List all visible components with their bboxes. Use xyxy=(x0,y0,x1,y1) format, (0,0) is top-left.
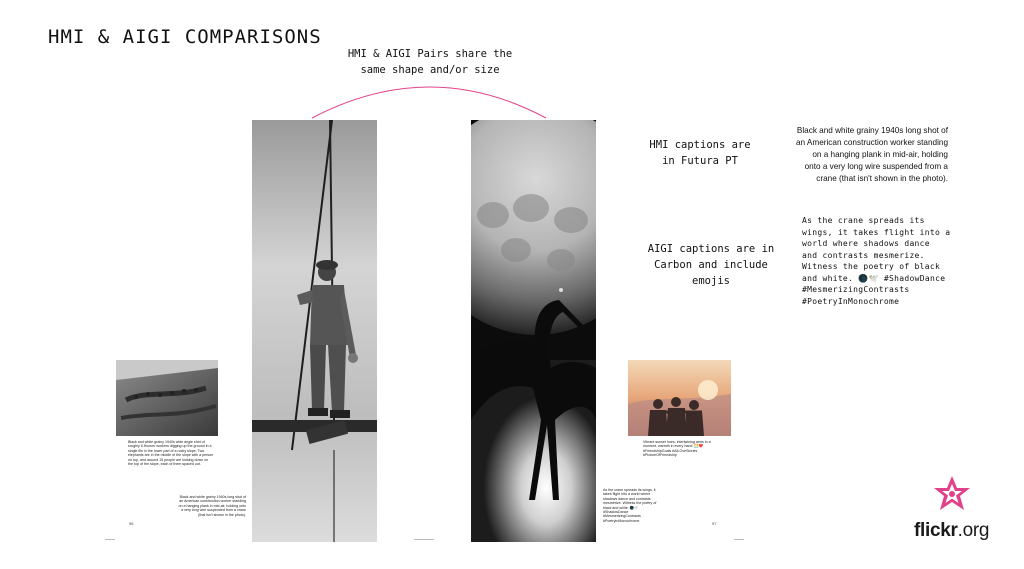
aigi-note-line-3: emojis xyxy=(692,275,730,287)
aigi-sunset-friends-photo-thumbnail xyxy=(628,360,731,436)
flickr-wordmark-name: flickr xyxy=(914,520,958,541)
aigi-sample-line-6: and white. 🌑🕊️ #ShadowDance xyxy=(802,273,946,283)
hmi-sample-line-3: on a hanging plank in mid-air, holding xyxy=(812,150,948,159)
aigi-sample-line-3: world where shadows dance xyxy=(802,239,930,248)
page-title: HMI & AIGI COMPARISONS xyxy=(48,26,322,48)
aigi-note-line-2: Carbon and include xyxy=(654,259,768,271)
aigi-spread-bottom-caption: As the crane spreads its wings, it takes flight into a world where shadows dance and contrasts mesmerize. Witness the poetry of black and white. 🌑🕊️ #ShadowDance #MesmerizingContrasts #PoetryInMonochrome xyxy=(603,488,657,523)
hmi-sample-line-1: Black and white grainy 1940s long shot of xyxy=(796,126,948,135)
hmi-sample-line-5: crane (that isn't shown in the photo). xyxy=(816,174,948,183)
hmi-spread-page-number: 96 xyxy=(129,521,134,526)
pair-note-line-1: HMI & AIGI Pairs share the xyxy=(347,48,513,60)
hmi-caption-note xyxy=(640,137,760,169)
hmi-construction-worker-photo xyxy=(252,120,377,542)
hmi-note-line-2: in Futura PT xyxy=(662,155,738,167)
spread-divider xyxy=(105,539,115,540)
pair-note-line-2: same shape and/or size xyxy=(360,64,500,76)
flickr-wordmark-tld: .org xyxy=(957,520,990,541)
aigi-spread-page-number: 97 xyxy=(712,521,717,526)
aigi-caption-note xyxy=(636,241,786,289)
aigi-sample-line-1: As the crane spreads its xyxy=(802,216,925,225)
flickr-wordmark xyxy=(914,520,989,542)
aigi-sample-line-7: #MesmerizingContrasts xyxy=(802,285,910,294)
hmi-sample-line-4: onto a very long wire suspended from a xyxy=(804,162,948,171)
aigi-note-line-1: AIGI captions are in xyxy=(647,243,775,255)
flickr-star-logo-icon xyxy=(932,474,972,514)
hmi-spread-top-caption: Black and white grainy 1940s wide angle shot of roughly 6 Hoover workers digging up the ground in a single file in the lower part of a rocky slope. Two elephants are in the middle of the slope with a person on top, and around 15 people are looking down on the top of the slope, each of them spaced out. xyxy=(128,440,214,467)
aigi-sample-line-4: and contrasts mesmerize. xyxy=(802,250,925,260)
aigi-sample-line-8: #PoetryInMonochrome xyxy=(802,296,900,306)
hmi-sample-caption xyxy=(786,125,948,185)
aigi-spread-top-caption: Vibrant sunset hues, intertwining arms in a moment, warmth in every hand. 🌅❤️ #FriendshipGoals #AILOveStories #PictureOfFriendship xyxy=(643,440,711,458)
aigi-crane-moon-photo xyxy=(471,120,596,542)
hmi-note-line-1: HMI captions are xyxy=(649,139,751,151)
hmi-workers-photo-thumbnail xyxy=(116,360,218,436)
pair-note xyxy=(340,46,520,78)
spread-divider xyxy=(734,539,744,540)
aigi-sample-line-5: Witness the poetry of black xyxy=(802,262,941,271)
spread-divider xyxy=(414,539,434,540)
aigi-sample-caption xyxy=(802,215,962,307)
aigi-sample-line-2: wings, it takes flight into a xyxy=(802,227,951,237)
hmi-sample-line-2: an American construction worker standing xyxy=(796,138,948,147)
hmi-spread-bottom-caption: Black and white grainy 1940s long shot of an American construction worker standing on a hanging plank in mid-air, holding onto a very long wire suspended from a crane (that isn't shown in the photo). xyxy=(178,495,246,517)
pair-connector-arc xyxy=(300,78,560,123)
